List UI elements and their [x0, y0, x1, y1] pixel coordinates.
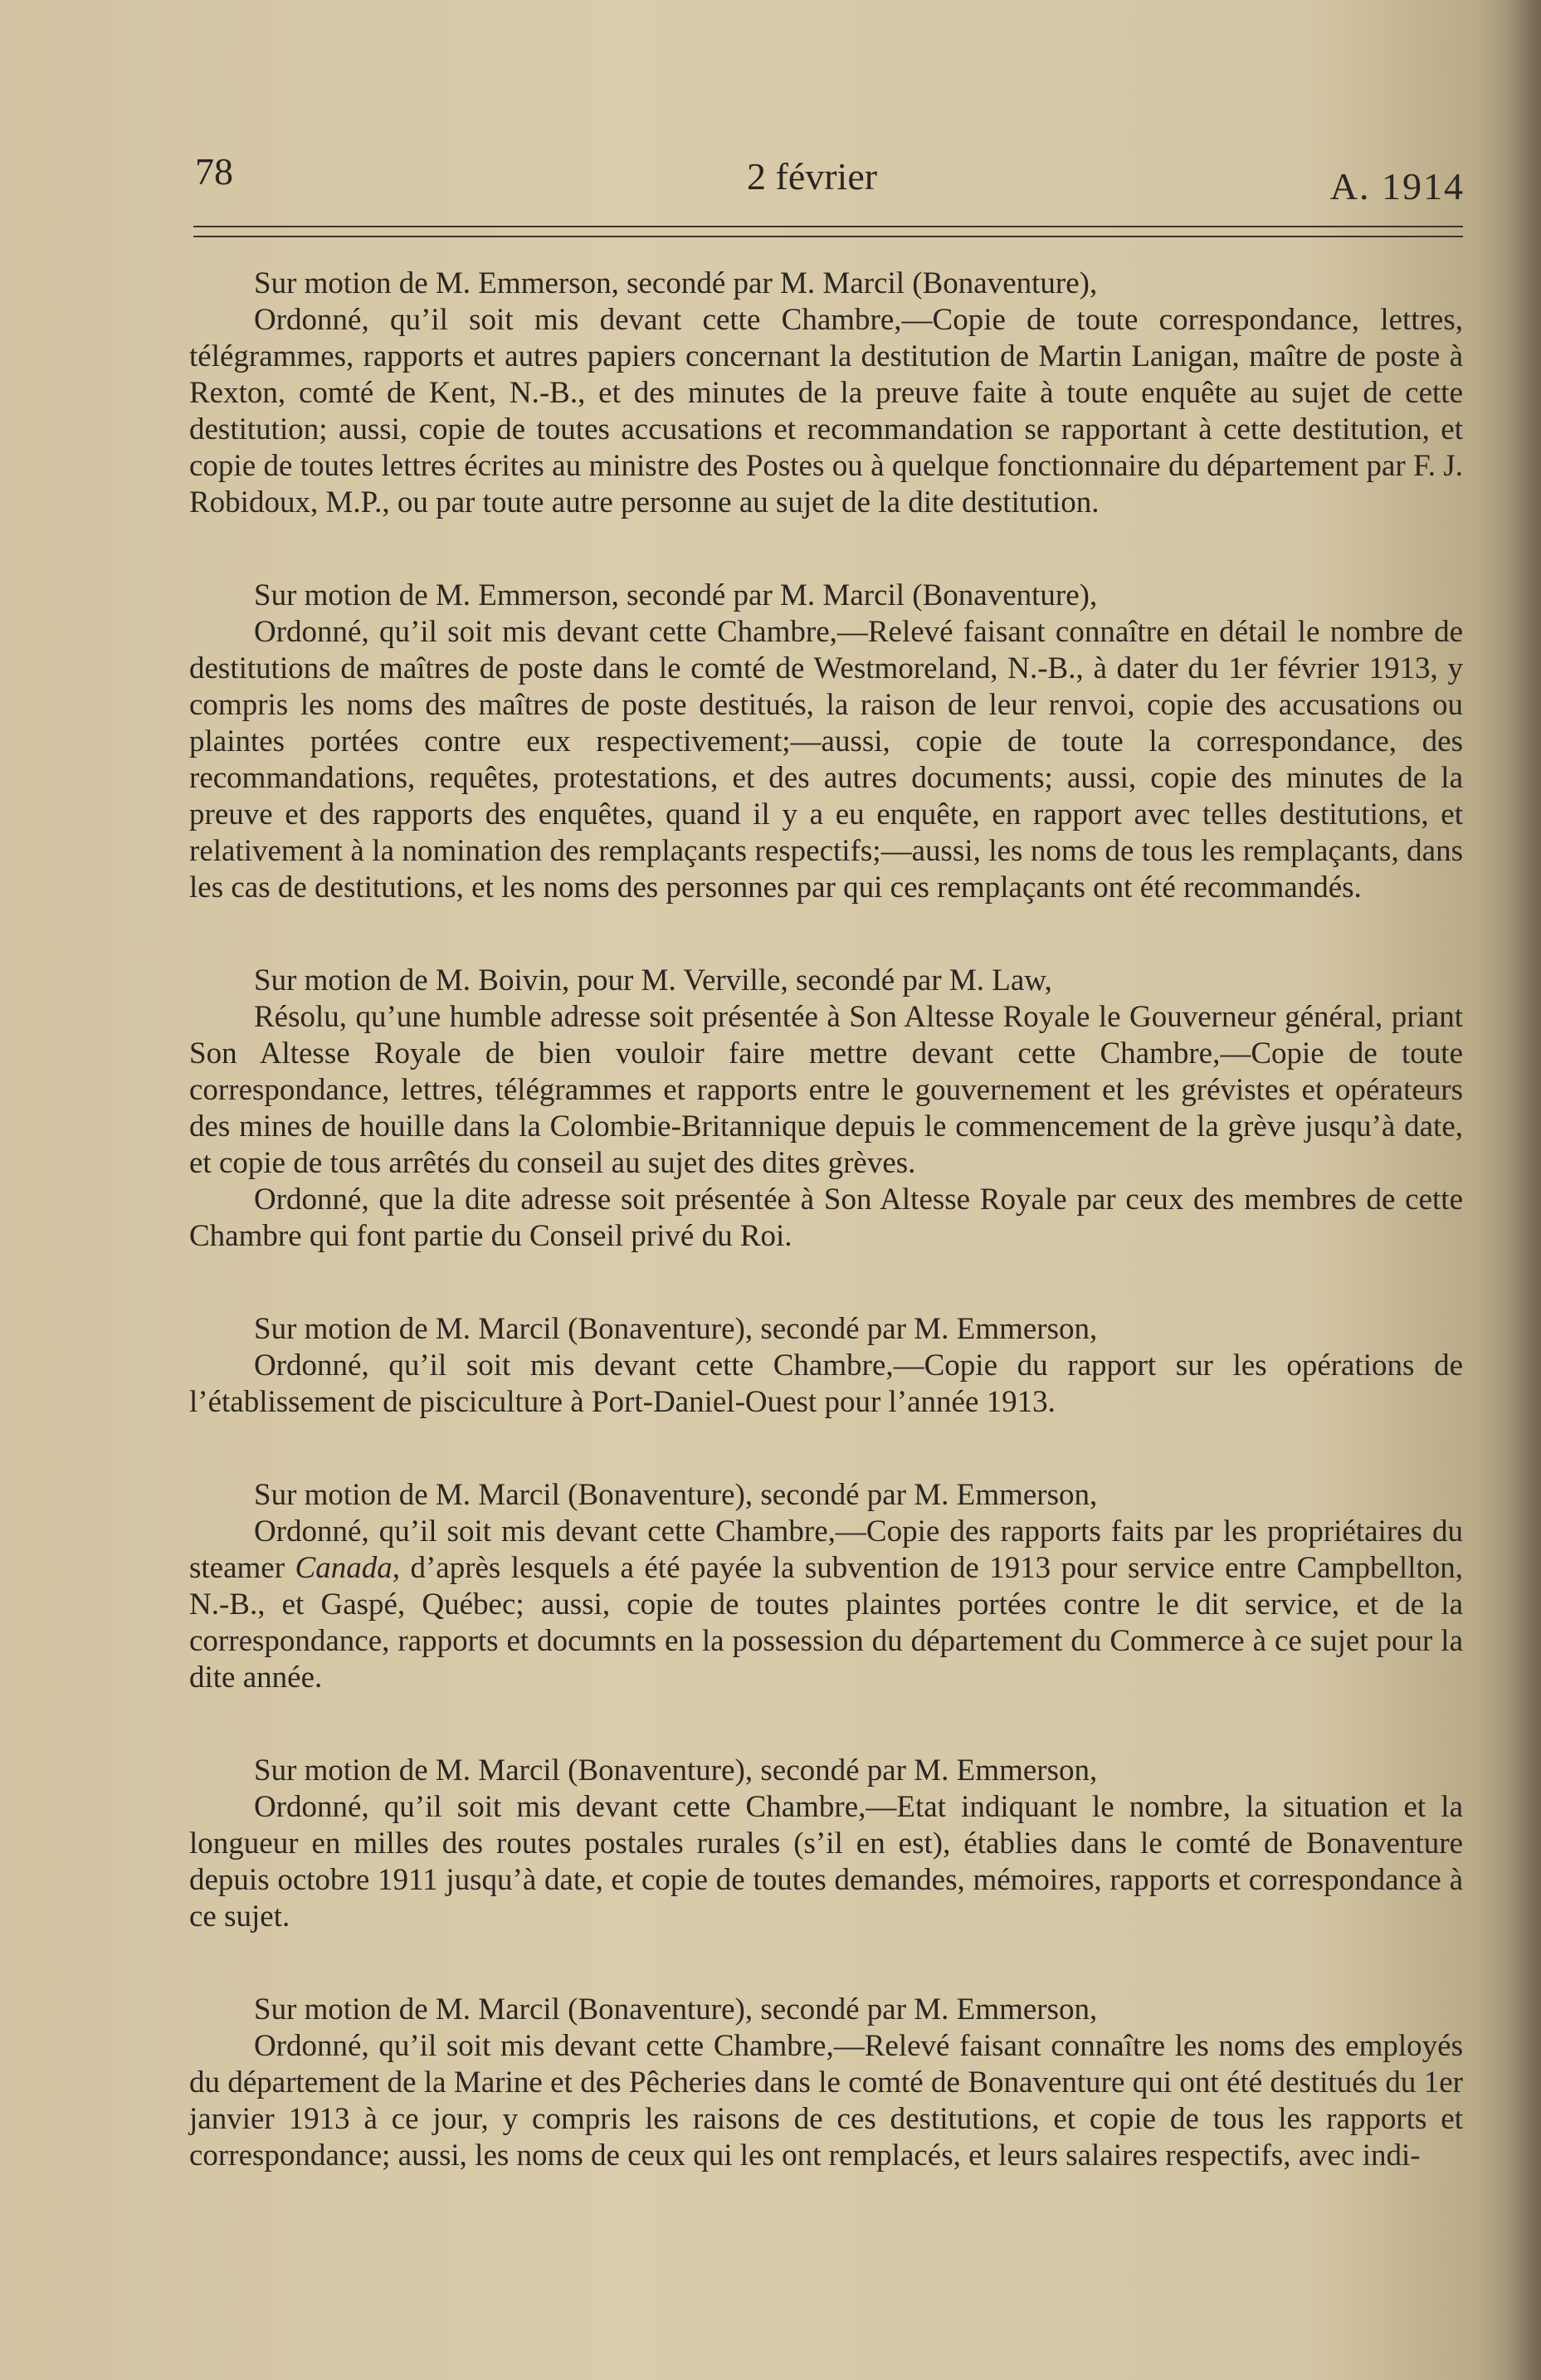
order-paragraph: Ordonné, qu’il soit mis devant cette Chambre,—Copie du rapport sur les opérations de l’établissement de pisciculture à Port-Daniel-Ouest pour l’année 1913. [189, 1349, 1463, 1419]
header-rule [193, 226, 1463, 227]
motion-line: Sur motion de M. Marcil (Bonaventure), secondé par M. Emmerson, [254, 1312, 1098, 1346]
motion-entry [189, 266, 1463, 521]
motion-line: Sur motion de M. Boivin, pour M. Verville, secondé par M. Law, [254, 963, 1052, 997]
order-paragraph: Ordonné, que la dite adresse soit présentée à Son Altesse Royale par ceux des membres de cette Chambre qui font partie du Conseil privé du Roi. [189, 1183, 1463, 1253]
page-header [195, 149, 1465, 207]
order-paragraph: Ordonné, qu’il soit mis devant cette Chambre,—Relevé faisant connaître les noms des employés du département de la Marine et des Pêcheries dans le comté de Bonaventure qui ont été destitués du 1er janvier 1913 à ce jour, y compris les raisons de ces destitutions, et copie de tous les rapports et correspondance; aussi, les noms de ceux qui les ont remplacés, et leurs salaires respectifs, avec indi- [189, 2029, 1463, 2173]
motion-entry [189, 1753, 1463, 1935]
motion-line: Sur motion de M. Marcil (Bonaventure), secondé par M. Emmerson, [254, 1753, 1098, 1787]
motion-entry [189, 1311, 1463, 1421]
motion-entry [189, 578, 1463, 906]
order-text-before: Ordonné, qu’il soit mis devant cette Chambre,—Copie des rapports faits par les propriétaires du steamer [189, 1514, 1463, 1585]
motion-line: Sur motion de M. Emmerson, secondé par M. Marcil (Bonaventure), [254, 578, 1098, 612]
order-paragraph: Ordonné, qu’il soit mis devant cette Chambre,—Relevé faisant connaître en détail le nombre de destitutions de maîtres de poste dans le comté de Westmoreland, N.-B., à dater du 1er février 1913, y compris les noms des maîtres de poste destitués, la raison de leur renvoi, copie des accusations ou plaintes portées contre eux respectivement;—aussi, copie de toute la correspondance, des recommandations, requêtes, protestations, et des autres documents; aussi, copie des minutes de la preuve et des rapports des enquêtes, quand il y a eu enquête, en rapport avec telles destitutions, et relativement à la nomination des remplaçants respectifs;—aussi, les noms de tous les remplaçants, dans les cas de destitutions, et les noms des personnes par qui ces remplaçants ont été recommandés. [189, 615, 1463, 905]
header-year: A. 1914 [1329, 165, 1465, 207]
resolution-paragraph: Résolu, qu’une humble adresse soit présentée à Son Altesse Royale le Gouverneur général, priant Son Altesse Royale de bien vouloir faire mettre devant cette Chambre,—Copie de toute correspondance, lettres, télégrammes et rapports entre le gouvernement et les grévistes et opérateurs des mines de houille dans la Colombie-Britannique depuis le commencement de la grève jusqu’à date, et copie de tous arrêtés du conseil au sujet des dites grèves. [189, 1000, 1463, 1180]
header-date: 2 février [747, 155, 878, 198]
page-body [189, 266, 1463, 2231]
motion-line: Sur motion de M. Emmerson, secondé par M. Marcil (Bonaventure), [254, 266, 1098, 300]
motion-entry [189, 963, 1463, 1255]
page-number: 78 [195, 150, 233, 193]
book-spine-shadow [1508, 0, 1541, 2380]
steamer-name: Canada, [295, 1551, 400, 1585]
order-paragraph: Ordonné, qu’il soit mis devant cette Chambre,—Copie de toute correspondance, lettres, télégrammes, rapports et autres papiers concernant la destitution de Martin Lanigan, maître de poste à Rexton, comté de Kent, N.-B., et des minutes de la preuve faite à toute enquête au sujet de cette destitution; aussi, copie de toutes accusations et recommandation se rapportant à cette destitution, et copie de toutes lettres écrites au ministre des Postes ou à quelque fonctionnaire du département par F. J. Robidoux, M.P., ou par toute autre personne au sujet de la dite destitution. [189, 303, 1463, 519]
header-rule [193, 236, 1463, 237]
order-paragraph: Ordonné, qu’il soit mis devant cette Chambre,—Etat indiquant le nombre, la situation et la longueur en milles des routes postales rurales (s’il en est), établies dans le comté de Bonaventure depuis octobre 1911 jusqu’à date, et copie de toutes demandes, mémoires, rapports et correspondance à ce sujet. [189, 1790, 1463, 1934]
motion-line: Sur motion de M. Marcil (Bonaventure), secondé par M. Emmerson, [254, 1992, 1098, 2026]
motion-line: Sur motion de M. Marcil (Bonaventure), secondé par M. Emmerson, [254, 1478, 1098, 1512]
motion-entry [189, 1992, 1463, 2174]
motion-entry [189, 1477, 1463, 1696]
order-text-after: d’après lesquels a été payée la subvention de 1913 pour service entre Campbellton, N.-B., et Gaspé, Québec; aussi, copie de toutes plaintes portées contre le dit service, et de la correspondance, rapports et documnts en la possession du département du Commerce à ce sujet pour la dite année. [189, 1551, 1463, 1695]
order-paragraph [189, 1514, 1463, 1696]
